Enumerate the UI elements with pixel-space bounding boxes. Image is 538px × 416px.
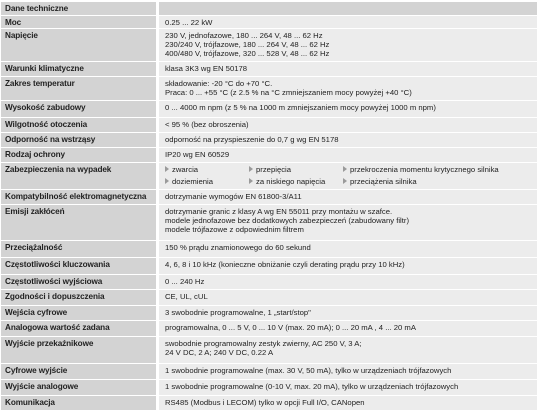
value-line: 0 ... 4000 m npm (z 5 % na 1000 m zmniejszaniem mocy powyżej 1000 m npm) — [165, 103, 436, 112]
value-line: 24 V DC, 2 A; 240 V DC, 0.22 A — [165, 348, 274, 357]
triangle-bullet-icon — [165, 166, 169, 172]
row-value — [159, 77, 537, 100]
row-label: Emisji zakłóceń — [1, 205, 159, 240]
value-line: 400/480 V, trójfazowe, 320 ... 528 V, 48 ... 62 Hz — [165, 49, 330, 58]
row-value — [159, 29, 537, 61]
table-row — [1, 148, 537, 163]
row-label: Wyjście analogowe — [1, 380, 159, 395]
row-value — [159, 62, 537, 76]
triangle-bullet-icon — [165, 178, 169, 184]
row-value — [159, 118, 537, 132]
table-row — [1, 118, 537, 133]
table-row — [1, 275, 537, 290]
triangle-bullet-icon — [249, 166, 253, 172]
row-value — [159, 380, 537, 395]
value-line: klasa 3K3 wg EN 50178 — [165, 64, 248, 73]
row-value — [159, 190, 537, 204]
value-line: RS485 (Modbus i LECOM) tylko w opcji Full I/O, CANopen — [165, 398, 365, 407]
table-row — [1, 205, 537, 241]
row-value — [159, 321, 537, 336]
table-row — [1, 101, 537, 118]
value-line: 150 % prądu znamionowego do 60 sekund — [165, 243, 311, 252]
protection-item: przekroczenia momentu krytycznego silnika — [343, 165, 533, 177]
table-row — [1, 77, 537, 101]
row-value — [159, 396, 537, 410]
triangle-bullet-icon — [343, 166, 347, 172]
table-row — [1, 321, 537, 337]
row-label: Zakres temperatur — [1, 77, 159, 100]
row-label: Moc — [1, 16, 159, 28]
value-line: 1 swobodnie programowalne (max. 30 V, 50 mA), tylko w urządzeniach trójfazowych — [165, 366, 452, 375]
row-value — [159, 258, 537, 274]
row-label: Zgodności i dopuszczenia — [1, 290, 159, 305]
value-line: modele trójfazowe z odpowiednim filtrem — [165, 225, 304, 234]
row-label: Przeciążalność — [1, 241, 159, 257]
value-line: dotrzymanie granic z klasy A wg EN 55011 przy montażu w szafce. — [165, 207, 393, 216]
row-label: Napięcie — [1, 29, 159, 61]
row-label: Wyjście przekaźnikowe — [1, 337, 159, 363]
value-line: modele jednofazowe bez dodatkowych zabezpieczeń (zabudowany filtr) — [165, 216, 410, 225]
protection-item: zwarcia — [165, 165, 245, 177]
value-line: składowanie: -20 °C do +70 °C. — [165, 79, 273, 88]
value-line: 1 swobodnie programowalne (0-10 V, max. 20 mA), tylko w urządzeniach trójfazowych — [165, 382, 459, 391]
table-row — [1, 163, 537, 190]
row-label: Zabezpieczenia na wypadek — [1, 163, 159, 189]
value-line: programowalna, 0 ... 5 V, 0 ... 10 V (max. 20 mA); 0 ... 20 mA , 4 ... 20 mA — [165, 323, 416, 332]
row-value — [159, 290, 537, 305]
row-label: Odporność na wstrząsy — [1, 133, 159, 147]
row-label: Wysokość zabudowy — [1, 101, 159, 117]
row-label: Wejścia cyfrowe — [1, 306, 159, 320]
row-value — [159, 241, 537, 257]
value-line: odporność na przyspieszenie do 0,7 g wg EN 5178 — [165, 135, 339, 144]
row-label: Rodzaj ochrony — [1, 148, 159, 162]
value-line: 0 ... 240 Hz — [165, 277, 205, 286]
protection-item: doziemienia — [165, 177, 245, 189]
row-value — [159, 101, 537, 117]
protection-item: przepięcia — [249, 165, 339, 177]
row-value — [159, 306, 537, 320]
table-row — [1, 190, 537, 205]
table-row — [1, 133, 537, 148]
row-label: Cyfrowe wyjście — [1, 364, 159, 379]
value-line: 230/240 V, trójfazowe, 180 ... 264 V, 48 ... 62 Hz — [165, 40, 330, 49]
protection-item: za niskiego napięcia — [249, 177, 339, 189]
row-value — [159, 364, 537, 379]
triangle-bullet-icon — [343, 178, 347, 184]
protection-item: przeciążenia silnika — [343, 177, 533, 189]
row-label: Komunikacja — [1, 396, 159, 410]
value-line: 3 swobodnie programowalne, 1 „start/stop" — [165, 308, 311, 317]
row-value — [159, 205, 537, 240]
table-row — [1, 396, 537, 411]
value-line: 0.25 ... 22 kW — [165, 18, 213, 27]
table-row — [1, 380, 537, 396]
row-value — [159, 16, 537, 28]
table-row — [1, 16, 537, 29]
table-row — [1, 258, 537, 275]
technical-data-table — [1, 2, 537, 414]
row-value — [159, 133, 537, 147]
header-value-cell — [159, 2, 537, 15]
value-line: Praca: 0 ... +55 °C (z 2.5 % na °C zmniejszaniem mocy powyżej +40 °C) — [165, 88, 412, 97]
value-line: dotrzymanie wymogów EN 61800-3/A11 — [165, 192, 302, 201]
table-row — [1, 290, 537, 306]
table-row — [1, 306, 537, 321]
value-line: CE, UL, cUL — [165, 292, 208, 301]
row-value — [159, 148, 537, 162]
value-line: IP20 wg EN 60529 — [165, 150, 230, 159]
table-row — [1, 241, 537, 258]
table-row — [1, 62, 537, 77]
header-label: Dane techniczne — [1, 2, 159, 15]
row-label: Kompatybilność elektromagnetyczna — [1, 190, 159, 204]
row-label: Warunki klimatyczne — [1, 62, 159, 76]
table-row — [1, 364, 537, 380]
table-row — [1, 337, 537, 364]
table-header — [1, 2, 537, 16]
row-label: Częstotliwości wyjściowa — [1, 275, 159, 289]
protections-list — [159, 163, 537, 189]
row-label: Wilgotność otoczenia — [1, 118, 159, 132]
row-value — [159, 275, 537, 289]
value-line: 4, 6, 8 i 10 kHz (konieczne obniżanie czyli derating prądu przy 10 kHz) — [165, 260, 405, 269]
row-label: Częstotliwości kluczowania — [1, 258, 159, 274]
row-label: Analogowa wartość zadana — [1, 321, 159, 336]
triangle-bullet-icon — [249, 178, 253, 184]
value-line: < 95 % (bez obroszenia) — [165, 120, 249, 129]
value-line: swobodnie programowalny zestyk zwierny, AC 250 V, 3 A; — [165, 339, 362, 348]
value-line: 230 V, jednofazowe, 180 ... 264 V, 48 ... 62 Hz — [165, 31, 323, 40]
table-row — [1, 29, 537, 62]
row-value — [159, 337, 537, 363]
